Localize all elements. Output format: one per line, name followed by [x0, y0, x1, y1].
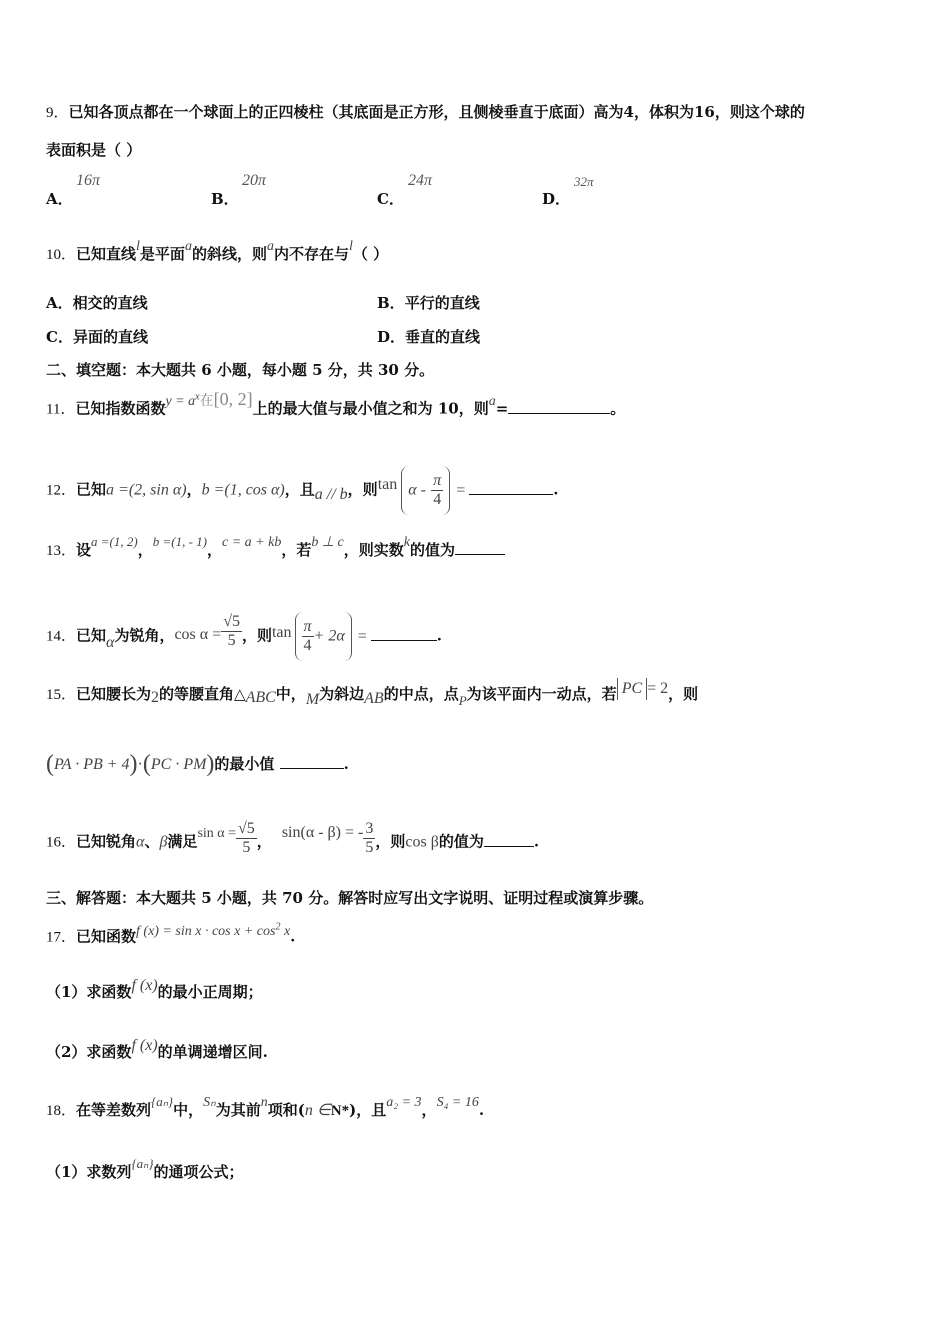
q12-parallel: a // b: [314, 485, 348, 503]
q10-option-c: C．异面的直线: [46, 328, 148, 346]
q10-text: 内不存在与: [273, 245, 349, 263]
q13-number: 13．: [46, 543, 77, 559]
q18-number: 18．: [46, 1103, 77, 1119]
q15-number: 15．: [46, 687, 77, 703]
q16-cos: cos β: [405, 833, 439, 851]
q10-option-d: D．垂直的直线: [377, 328, 481, 346]
q10-number: 10．: [46, 247, 77, 263]
q15-text: 中，: [275, 685, 306, 703]
q10-text: （ ）: [352, 245, 389, 263]
q16-end: .: [533, 832, 540, 851]
q12-end: .: [553, 480, 559, 499]
q14-number: 14．: [46, 628, 77, 645]
q16-answer-blank[interactable]: [484, 832, 534, 847]
q12-text: ，则: [347, 480, 378, 499]
q18-comma: ，: [421, 1101, 437, 1119]
q18-text: 在等差数列: [76, 1101, 152, 1119]
q10-stem: [46, 239, 389, 266]
q10-option-b: B．平行的直线: [377, 294, 480, 312]
q13-vector-a: a =(1, 2): [91, 534, 138, 549]
q15-ab: AB: [364, 690, 384, 707]
q13-vector-c: c = a + kb: [222, 535, 282, 550]
q18-text: 中，: [173, 1101, 204, 1119]
q12-vector-a: a =(2, sin α): [106, 481, 187, 499]
q9-line1: [46, 102, 805, 123]
q16: [46, 820, 540, 857]
q17-part2-label: （2）求函数: [46, 1043, 132, 1061]
q15-expr1: PA · PB + 4: [54, 756, 130, 773]
q13-text: 设: [76, 541, 92, 559]
q11-eq: =: [495, 399, 509, 418]
q16-comma: ，: [256, 832, 272, 851]
q12-vector-b: b =(1, cos α): [201, 481, 285, 499]
q14-frac: $\frac{√5}{5}$: [223, 613, 240, 649]
q18-part1-text: 的通项公式；: [153, 1163, 244, 1181]
q14: [46, 612, 442, 661]
q11-text: 上的最大值与最小值之和为 10，则: [252, 399, 489, 418]
q15-abc: ABC: [245, 689, 276, 706]
q17-function: f $(x) = \sin x \cdot \cos x + \cos^2 x$: [136, 921, 291, 939]
q16-text: ，则: [375, 832, 406, 851]
q11-in: 在: [199, 393, 214, 409]
q17-text: 已知函数: [76, 927, 137, 946]
q16-frac: $\frac{√5}{5}$: [238, 820, 255, 856]
q10-var-l: l: [348, 239, 353, 254]
q17-part1-label: （1）求函数: [46, 983, 132, 1001]
q14-cos: cos α =: [174, 625, 222, 643]
q9-option-d-value: 32π: [574, 174, 594, 189]
q12-answer-blank[interactable]: [469, 480, 553, 495]
q18-text: 为其前: [215, 1101, 261, 1119]
q17-part2-f: f (x): [131, 1037, 158, 1054]
q15-two: 2: [151, 689, 160, 706]
q13-text: ，若: [281, 541, 312, 559]
q13-text: 的值为: [410, 541, 456, 559]
q14-text: 为锐角，: [114, 626, 175, 645]
q17-part1: [46, 977, 263, 1003]
q10-var-l: l: [136, 239, 140, 254]
q9-option-d-label: D．: [542, 190, 571, 208]
q17-part1-text: 的最小正周期；: [157, 983, 263, 1001]
q10-text: 是平面: [139, 245, 185, 263]
q18-n: n: [260, 1095, 268, 1110]
q15-line1: [46, 680, 699, 708]
q17-end: .: [290, 927, 296, 946]
section-2-heading: 二、填空题：本大题共 6 小题，每小题 5 分，共 30 分。: [46, 361, 435, 379]
q14-answer-blank[interactable]: [371, 626, 437, 641]
q10-option-a: A．相交的直线: [46, 294, 148, 312]
q9-text: 已知各顶点都在一个球面上的正四棱柱（其底面是正方形，且侧棱垂直于底面）高为4，体积为16，则这个球的: [68, 103, 805, 121]
q15-m: M: [305, 691, 320, 708]
q15-p: P: [458, 693, 467, 708]
q18-s4: S₄ = 16: [436, 1095, 479, 1110]
q14-eq: =: [357, 627, 367, 645]
q13-text: ，则实数: [343, 541, 404, 559]
q11-number: 11．: [46, 401, 76, 418]
q9-option-b-value: 20π: [242, 172, 267, 189]
q16-alpha: α: [136, 833, 145, 851]
q15-dot: ·: [137, 756, 143, 773]
q18-nin: n ∈: [304, 1102, 331, 1119]
q18-a2: a₂ = 3: [386, 1095, 422, 1110]
q11-interval: [0, 2]: [213, 388, 253, 409]
q16-text: 已知锐角: [76, 832, 137, 851]
q9-line2: [46, 140, 141, 160]
q11: [46, 388, 626, 421]
section-3-heading: 三、解答题：本大题共 5 小题，共 70 分。解答时应写出文字说明、证明过程或演算步骤。: [46, 889, 654, 907]
q18-text: )，且: [349, 1101, 387, 1119]
q11-end: 。: [610, 399, 626, 418]
q13-answer-blank[interactable]: [455, 540, 505, 555]
q12-text: 已知: [76, 480, 107, 499]
q15-answer-blank[interactable]: [280, 754, 344, 769]
q9-option-a-value: 16π: [76, 172, 101, 189]
q15-expr2: PC · PM: [150, 756, 207, 773]
q9-option-b-label: B．: [211, 190, 239, 208]
q18-part1-seq: {aₙ}: [131, 1156, 154, 1171]
q16-sep: 、: [144, 832, 160, 851]
q12-eq: =: [456, 481, 466, 499]
q15-eq: = 2: [647, 680, 669, 697]
q14-text: 已知: [76, 626, 107, 645]
q13-vector-b: b =(1, - 1): [152, 534, 207, 549]
q17-part2-text: 的单调递增区间.: [157, 1043, 268, 1061]
q9-text-cont: 表面积是（ ）: [46, 141, 142, 159]
q16-sin: sin α =: [197, 825, 237, 841]
q10-text: 的斜线，则: [191, 245, 267, 263]
q17-number: 17．: [46, 929, 77, 946]
q17: [46, 921, 296, 949]
q15-text: 为该平面内一动点，若: [466, 685, 617, 703]
q15-text: ，则: [668, 685, 699, 703]
q14-text: ，则: [241, 626, 272, 645]
q14-paren: $\frac{\pi}{4}$ + 2α: [295, 612, 352, 661]
q18-text: 项和(: [267, 1101, 305, 1119]
q11-answer-blank[interactable]: [508, 399, 610, 414]
q13-var-k: k: [403, 535, 411, 550]
q11-function: $y = a^x$: [165, 391, 200, 409]
q9-option-c-value: 24π: [408, 172, 433, 189]
q18-part1: [46, 1156, 244, 1183]
q16-text: 满足: [167, 832, 198, 851]
q12-number: 12．: [46, 482, 77, 499]
q15-text: 的中点，点: [383, 685, 459, 703]
q11-var-a: a: [488, 393, 496, 409]
q18-sn: Sₙ: [203, 1095, 216, 1110]
q15-text: 的等腰直角△: [159, 685, 246, 703]
q15-end: .: [343, 755, 349, 773]
q12: [46, 466, 558, 515]
q13: 13．设a =(1, 2)，b =(1, - 1)，c = a + kb，若b ⊥ c，则实数k的值为: [46, 540, 505, 562]
q10-var-a: a: [266, 239, 274, 254]
q16-sin2: sin(α - β) = -: [281, 823, 364, 841]
q10-var-a: a: [184, 239, 192, 254]
q14-tan: tan: [271, 623, 292, 641]
q12-tan: tan: [377, 475, 398, 493]
q11-text: 已知指数函数: [75, 399, 166, 418]
q9-option-c-label: C．: [377, 190, 404, 208]
q14-alpha: α: [106, 633, 115, 651]
q18-end: .: [478, 1101, 485, 1119]
q9-number: 9．: [46, 105, 69, 121]
q16-number: 16．: [46, 834, 77, 851]
q18-part1-label: （1）求数列: [46, 1163, 132, 1181]
q15-text: 的最小值: [214, 755, 275, 773]
q15-text: 已知腰长为: [76, 685, 152, 703]
q15-pc-abs: PC: [617, 678, 647, 700]
q12-text: ，且: [284, 480, 315, 499]
q15-text: 为斜边: [319, 685, 365, 703]
q18-N: N*: [330, 1103, 350, 1119]
q15-line2: (PA · PB + 4)·(PC · PM)的最小值 .: [46, 751, 349, 777]
q13-perp: b ⊥ c: [311, 535, 344, 550]
q16-beta: β: [159, 833, 168, 851]
q12-paren: α - $\frac{\pi}{4}$: [401, 466, 450, 515]
q18-seq: {aₙ}: [151, 1094, 174, 1109]
q9-option-a-label: A．: [46, 190, 73, 208]
q17-part2: [46, 1037, 268, 1063]
q10-text: 已知直线: [76, 245, 137, 263]
q12-comma: ，: [186, 480, 202, 499]
q18: [46, 1094, 485, 1122]
q17-part1-f: f (x): [131, 977, 158, 994]
q16-frac2: $\frac{3}{5}$: [365, 820, 374, 856]
q16-text: 的值为: [438, 832, 484, 851]
q14-end: .: [436, 626, 443, 645]
